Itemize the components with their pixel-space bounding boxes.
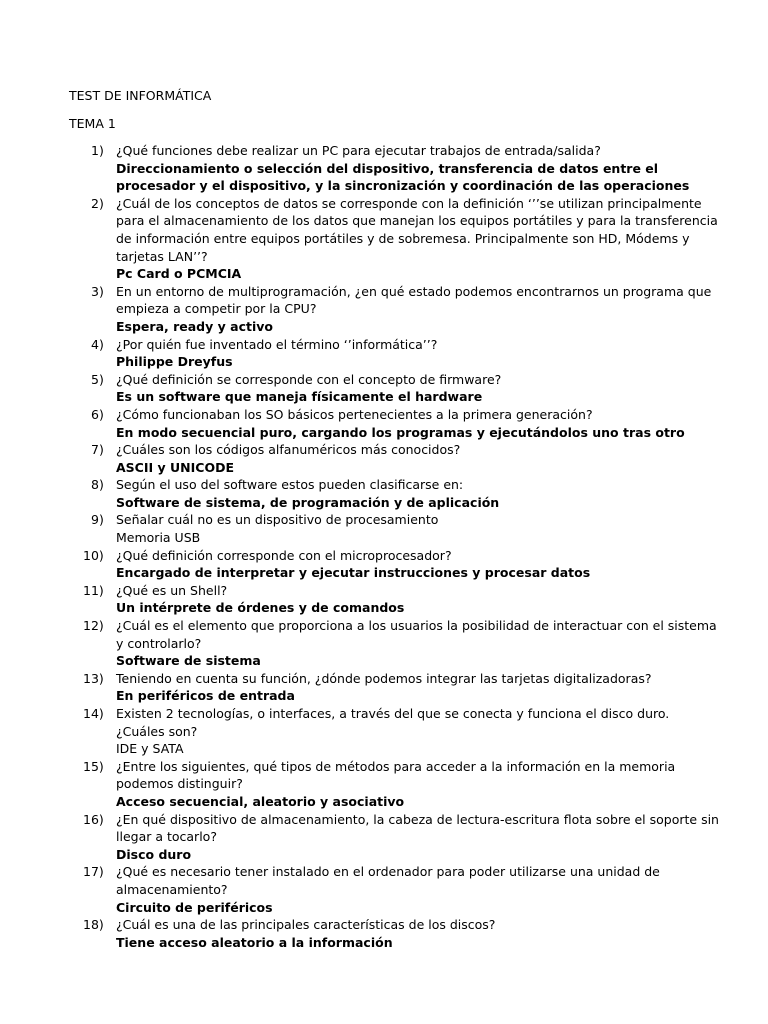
- question-text: ¿Qué funciones debe realizar un PC para ejecutar trabajos de entrada/salida?: [116, 143, 601, 158]
- question-text: ¿Cuál es una de las principales características de los discos?: [116, 917, 496, 933]
- topic-heading: TEMA 1: [69, 116, 116, 131]
- question-text: Existen 2 tecnologías, o interfaces, a través del que se conecta y funciona el disco duro. ¿Cuáles son?: [116, 706, 670, 739]
- question-text: ¿Qué es necesario tener instalado en el ordenador para poder utilizarse una unidad de almacenamiento?: [116, 864, 660, 897]
- question-number: 7): [91, 442, 104, 458]
- question-text: Teniendo en cuenta su función, ¿dónde podemos integrar las tarjetas digitalizadoras?: [116, 670, 652, 686]
- question-number: 10): [83, 547, 104, 563]
- answer-text: Disco duro: [116, 846, 192, 862]
- question-number: 4): [91, 336, 104, 352]
- question-number: 12): [83, 618, 104, 634]
- question-item: [0, 336, 768, 371]
- question-text: ¿En qué dispositivo de almacenamiento, la cabeza de lectura-escritura flota sobre el soporte sin llegar a tocarlo?: [116, 811, 719, 845]
- question-item: [0, 195, 768, 283]
- document-title: TEST DE INFORMÁTICA: [69, 88, 212, 103]
- question-item: [0, 582, 768, 617]
- question-number: 15): [83, 758, 104, 774]
- question-number: 1): [91, 143, 104, 158]
- question-number: 6): [91, 406, 104, 422]
- question-text: ¿Qué es un Shell?: [116, 582, 228, 598]
- question-number: 17): [83, 864, 104, 880]
- answer-text: Tiene acceso aleatorio a la información: [116, 934, 393, 950]
- question-item: [0, 371, 768, 406]
- question-text: Señalar cuál no es un dispositivo de procesamiento: [116, 512, 439, 528]
- question-list: [0, 142, 768, 951]
- question-number: 5): [91, 371, 104, 387]
- question-text: ¿Por quién fue inventado el término ‘’informática’’?: [116, 336, 438, 352]
- question-text: ¿Cuál de los conceptos de datos se corresponde con la definición ‘’’se utilizan principalmente para el almacenamiento de los datos que manejan los equipos portátiles y para la transferencia de información entre equipos portátiles y de sobremesa. Principalmente son HD, Módems y tarjetas LAN’’?: [116, 195, 718, 264]
- question-item: [0, 441, 768, 476]
- answer-text: Circuito de periféricos: [116, 899, 273, 915]
- answer-text: Memoria USB: [116, 530, 201, 546]
- answer-text: Software de sistema, de programación y de aplicación: [116, 494, 500, 510]
- question-item: [0, 758, 768, 811]
- question-item: [0, 916, 768, 951]
- answer-text: ASCII y UNICODE: [116, 459, 234, 475]
- question-text: En un entorno de multiprogramación, ¿en qué estado podemos encontrarnos un programa que empieza a competir por la CPU?: [116, 283, 712, 317]
- question-item: [0, 547, 768, 582]
- answer-text: Philippe Dreyfus: [116, 354, 233, 370]
- answer-text: Es un software que maneja físicamente el hardware: [116, 389, 483, 405]
- question-item: [0, 617, 768, 670]
- question-item: [0, 811, 768, 864]
- answer-text: IDE y SATA: [116, 741, 184, 757]
- answer-text: En modo secuencial puro, cargando los programas y ejecutándolos uno tras otro: [116, 424, 685, 440]
- question-text: ¿Cuáles son los códigos alfanuméricos más conocidos?: [116, 442, 461, 458]
- question-item: [0, 670, 768, 705]
- question-item: [0, 406, 768, 441]
- question-number: 11): [83, 582, 104, 598]
- question-text: ¿Cómo funcionaban los SO básicos pertenecientes a la primera generación?: [116, 406, 593, 422]
- question-text: ¿Qué definición se corresponde con el concepto de firmware?: [116, 371, 502, 387]
- answer-text: Pc Card o PCMCIA: [116, 266, 242, 282]
- answer-text: Un intérprete de órdenes y de comandos: [116, 600, 405, 616]
- question-number: 16): [83, 811, 104, 827]
- question-item: [0, 476, 768, 511]
- answer-text: Direccionamiento o selección del dispositivo, transferencia de datos entre el procesador y el dispositivo, y la sincronización y coordinación de las operaciones: [116, 160, 690, 194]
- question-item: [0, 863, 768, 916]
- question-item: [0, 705, 768, 758]
- question-text: ¿Cuál es el elemento que proporciona a los usuarios la posibilidad de interactuar con el sistema y controlarlo?: [116, 618, 717, 651]
- question-number: 3): [91, 283, 104, 299]
- question-number: 13): [83, 670, 104, 686]
- answer-text: Espera, ready y activo: [116, 318, 273, 334]
- question-item: [0, 142, 768, 195]
- answer-text: En periféricos de entrada: [116, 688, 295, 704]
- question-item: [0, 283, 768, 336]
- answer-text: Encargado de interpretar y ejecutar instrucciones y procesar datos: [116, 565, 591, 581]
- question-number: 14): [83, 706, 104, 721]
- question-text: ¿Entre los siguientes, qué tipos de métodos para acceder a la información en la memoria podemos distinguir?: [116, 758, 676, 792]
- answer-text: Acceso secuencial, aleatorio y asociativo: [116, 793, 405, 809]
- question-text: Según el uso del software estos pueden clasificarse en:: [116, 477, 464, 493]
- question-number: 9): [91, 512, 104, 528]
- question-number: 8): [91, 477, 104, 493]
- question-item: [0, 511, 768, 546]
- question-number: 18): [83, 917, 104, 933]
- answer-text: Software de sistema: [116, 653, 261, 669]
- question-number: 2): [91, 195, 104, 211]
- question-text: ¿Qué definición corresponde con el microprocesador?: [116, 547, 452, 563]
